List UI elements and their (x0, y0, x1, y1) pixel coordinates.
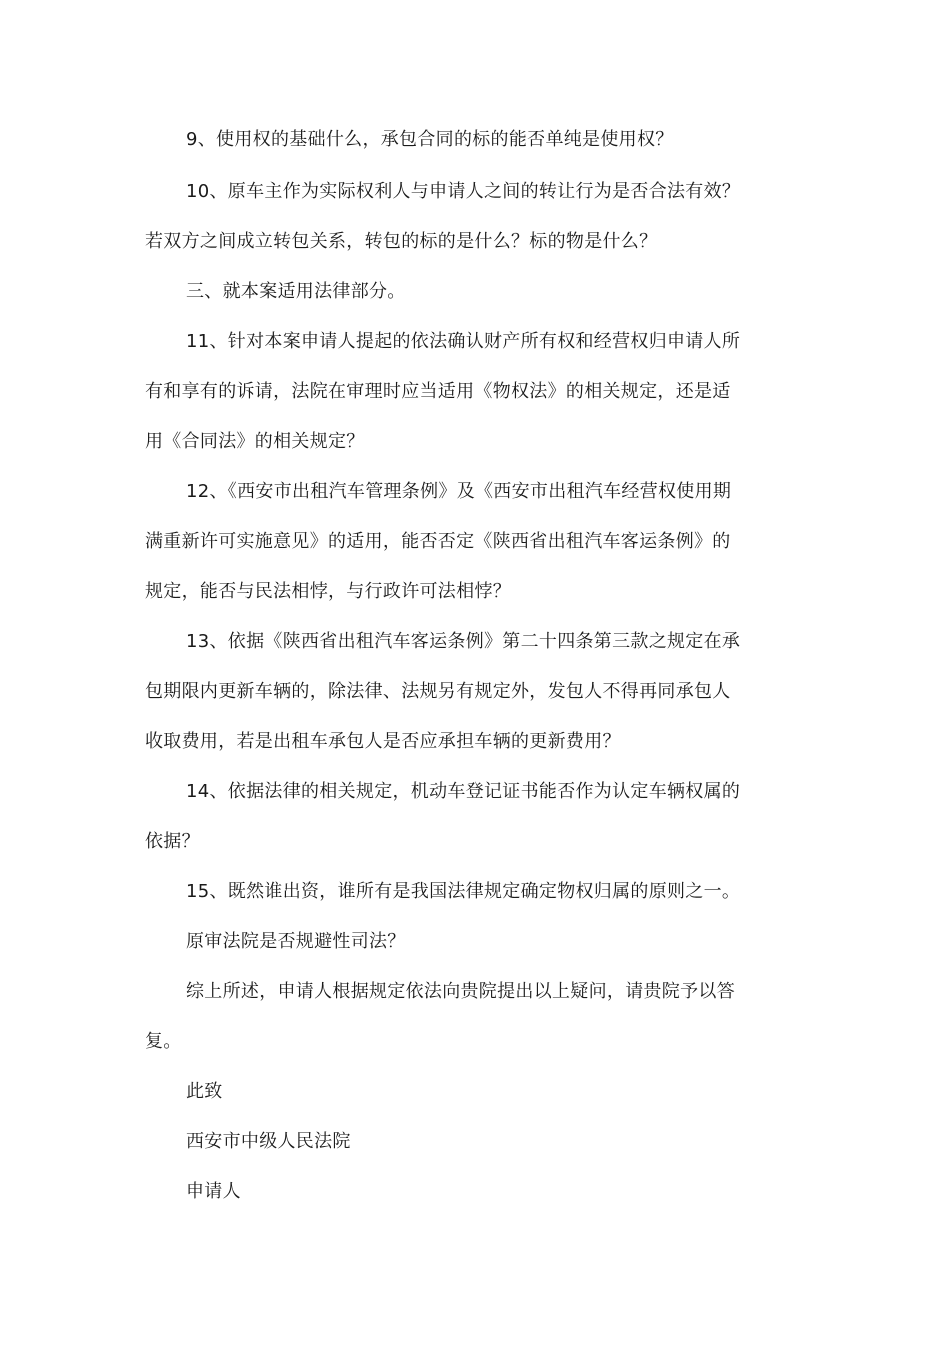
text-line-q11-cont-1: 有和享有的诉请，法院在审理时应当适用《物权法》的相关规定，还是适 (145, 381, 731, 402)
text-line-q12-start: 12、《西安市出租汽车管理条例》及《西安市出租汽车经营权使用期 (186, 481, 732, 502)
text-line-q13-cont-1: 包期限内更新车辆的，除法律、法规另有规定外，发包人不得再同承包人 (145, 681, 731, 702)
text-line-q10-start: 10、原车主作为实际权利人与申请人之间的转让行为是否合法有效？ (186, 181, 741, 202)
text-line-q9: 9、使用权的基础什么，承包合同的标的能否单纯是使用权？ (186, 129, 674, 150)
text-line-q11-start: 11、针对本案申请人提起的依法确认财产所有权和经营权归申请人所 (186, 331, 741, 352)
section-heading-law: 三、就本案适用法律部分。 (186, 281, 406, 302)
text-line-q14-start: 14、依据法律的相关规定，机动车登记证书能否作为认定车辆权属的 (186, 781, 741, 802)
text-line-q13-start: 13、依据《陕西省出租汽车客运条例》第二十四条第三款之规定在承 (186, 631, 741, 652)
applicant-label: 申请人 (186, 1181, 241, 1202)
text-line-summary-cont: 复。 (145, 1031, 182, 1052)
closing-salutation: 此致 (186, 1081, 223, 1102)
text-line-q15: 15、既然谁出资，谁所有是我国法律规定确定物权归属的原则之一。 (186, 881, 741, 902)
text-line-q13-cont-2: 收取费用，若是出租车承包人是否应承担车辆的更新费用？ (145, 731, 621, 752)
text-line-q10-cont: 若双方之间成立转包关系，转包的标的是什么？标的物是什么？ (145, 231, 658, 252)
text-line-q11-cont-2: 用《合同法》的相关规定？ (145, 431, 365, 452)
text-line-q12-cont-2: 规定，能否与民法相悖，与行政许可法相悖？ (145, 581, 511, 602)
recipient-court: 西安市中级人民法院 (186, 1131, 351, 1152)
text-line-summary-start: 综上所述，申请人根据规定依法向贵院提出以上疑问，请贵院予以答 (186, 981, 735, 1002)
text-line-q15-cont: 原审法院是否规避性司法？ (186, 931, 406, 952)
text-line-q14-cont: 依据？ (145, 831, 200, 852)
text-line-q12-cont-1: 满重新许可实施意见》的适用，能否否定《陕西省出租汽车客运条例》的 (145, 531, 731, 552)
